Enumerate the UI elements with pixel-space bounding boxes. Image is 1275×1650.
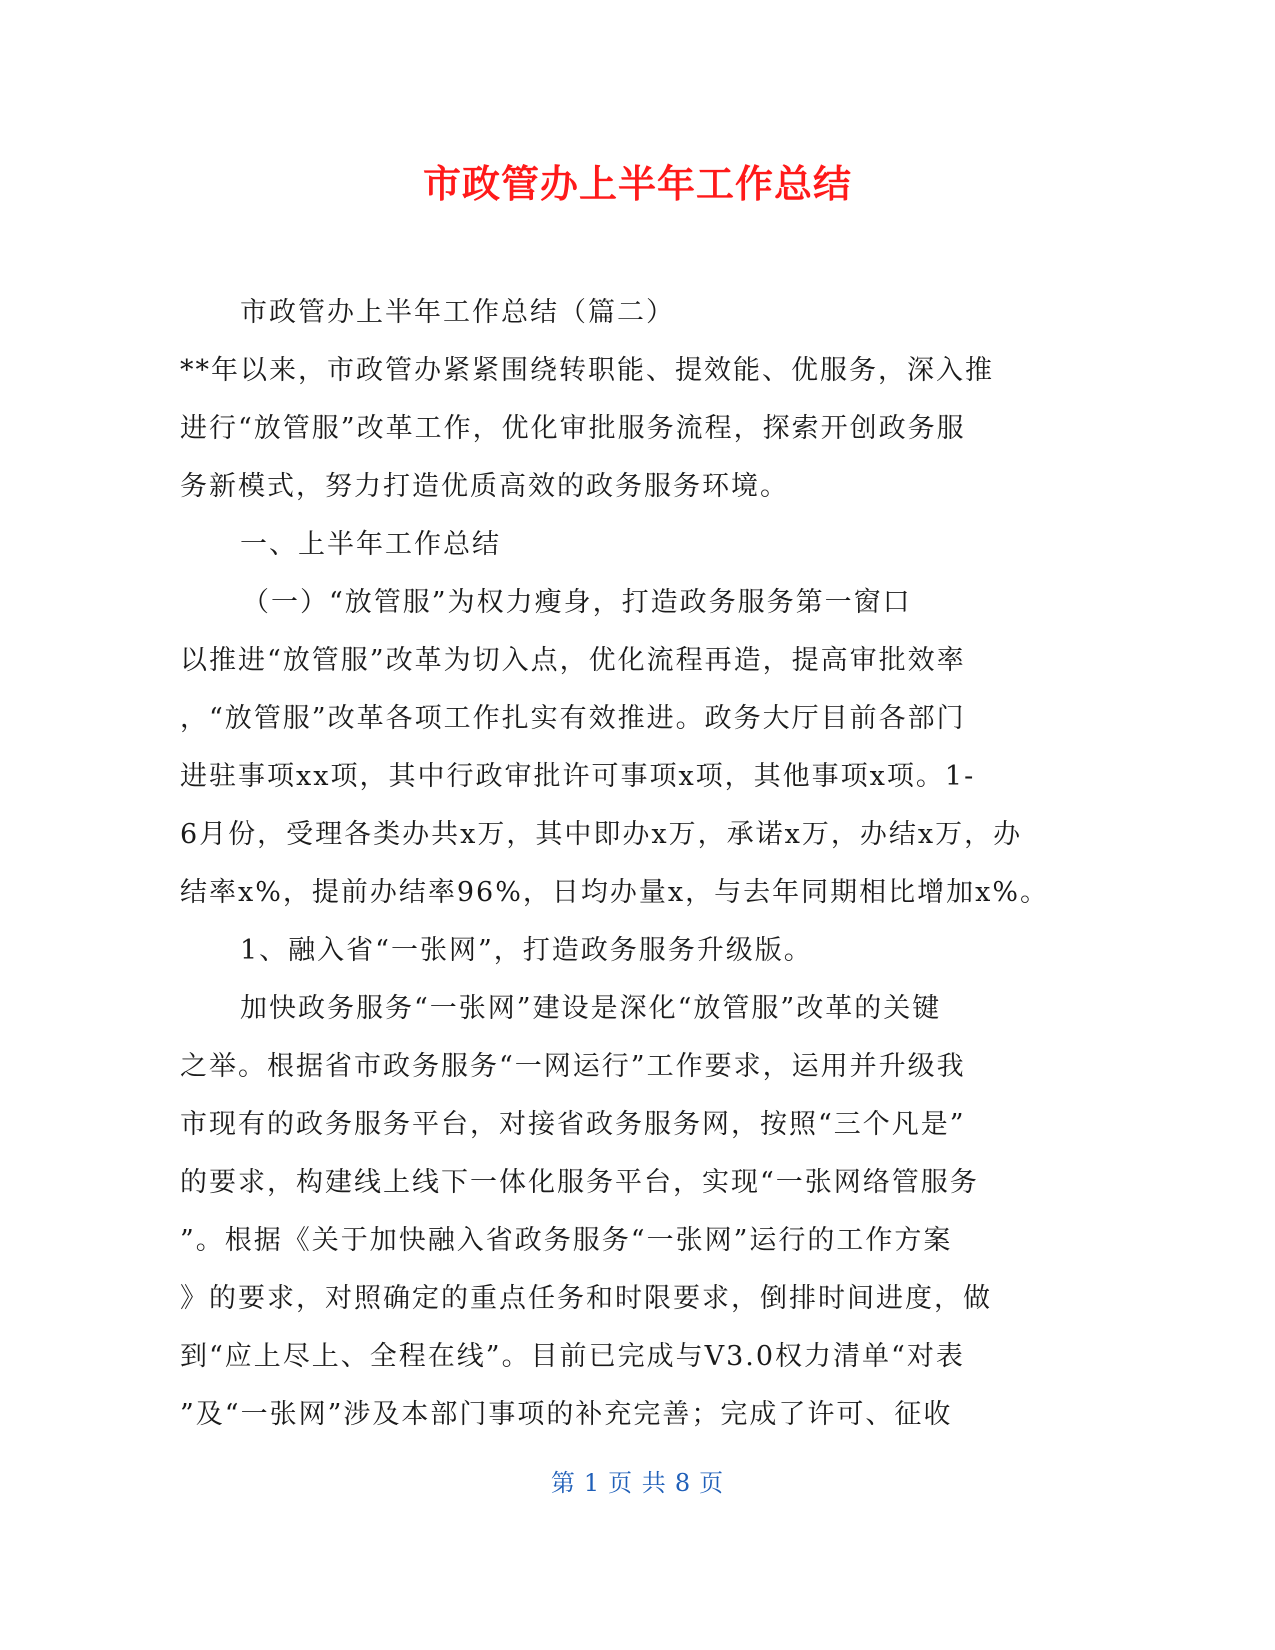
paragraph-line: ”及“一张网”涉及本部门事项的补充完善；完成了许可、征收 xyxy=(180,1399,953,1430)
paragraph-line: 结率x%，提前办结率96%，日均办量x，与去年同期相比增加x%。 xyxy=(180,877,1050,908)
paragraph-line: 务新模式，努力打造优质高效的政务服务环境。 xyxy=(180,471,789,502)
paragraph-line: ”。根据《关于加快融入省政务服务“一张网”运行的工作方案 xyxy=(180,1225,953,1256)
item-heading: 1、融入省“一张网”，打造政务服务升级版。 xyxy=(240,935,813,966)
subtitle-line: 市政管办上半年工作总结（篇二） xyxy=(240,297,675,328)
paragraph-line: 》的要求，对照确定的重点任务和时限要求，倒排时间进度，做 xyxy=(180,1283,992,1314)
footer-suffix: 页 xyxy=(699,1469,725,1497)
paragraph-line: **年以来，市政管办紧紧围绕转职能、提效能、优服务，深入推 xyxy=(180,355,994,386)
paragraph-line: 6月份，受理各类办共x万，其中即办x万，承诺x万，办结x万，办 xyxy=(180,819,1023,850)
page-title: 市政管办上半年工作总结 xyxy=(422,162,852,206)
footer-total-pages: 8 xyxy=(674,1469,692,1497)
paragraph-line: 进行“放管服”改革工作，优化审批服务流程，探索开创政务服 xyxy=(180,413,966,444)
subsection-heading: （一）“放管服”为权力瘦身，打造政务服务第一窗口 xyxy=(242,587,912,618)
paragraph-line: 的要求，构建线上线下一体化服务平台，实现“一张网络管服务 xyxy=(180,1167,979,1198)
section-heading: 一、上半年工作总结 xyxy=(240,529,501,560)
paragraph-line: 进驻事项xx项，其中行政审批许可事项x项，其他事项x项。1- xyxy=(180,761,976,792)
paragraph-line: 市现有的政务服务平台，对接省政务服务网，按照“三个凡是” xyxy=(180,1109,966,1140)
footer-prefix: 第 xyxy=(550,1469,576,1497)
paragraph-line: 以推进“放管服”改革为切入点，优化流程再造，提高审批效率 xyxy=(180,645,966,676)
paragraph-line: ，“放管服”改革各项工作扎实有效推进。政务大厅目前各部门 xyxy=(180,703,966,734)
paragraph-line: 到“应上尽上、全程在线”。目前已完成与V3.0权力清单“对表 xyxy=(180,1341,965,1372)
footer-page-number: 1 xyxy=(583,1469,601,1497)
document-body xyxy=(180,284,1050,1444)
page-footer xyxy=(0,1468,1275,1498)
paragraph-line: 之举。根据省市政务服务“一网运行”工作要求，运用并升级我 xyxy=(180,1051,966,1082)
footer-middle: 页 共 xyxy=(608,1469,667,1497)
paragraph-line: 加快政务服务“一张网”建设是深化“放管服”改革的关键 xyxy=(240,993,942,1024)
